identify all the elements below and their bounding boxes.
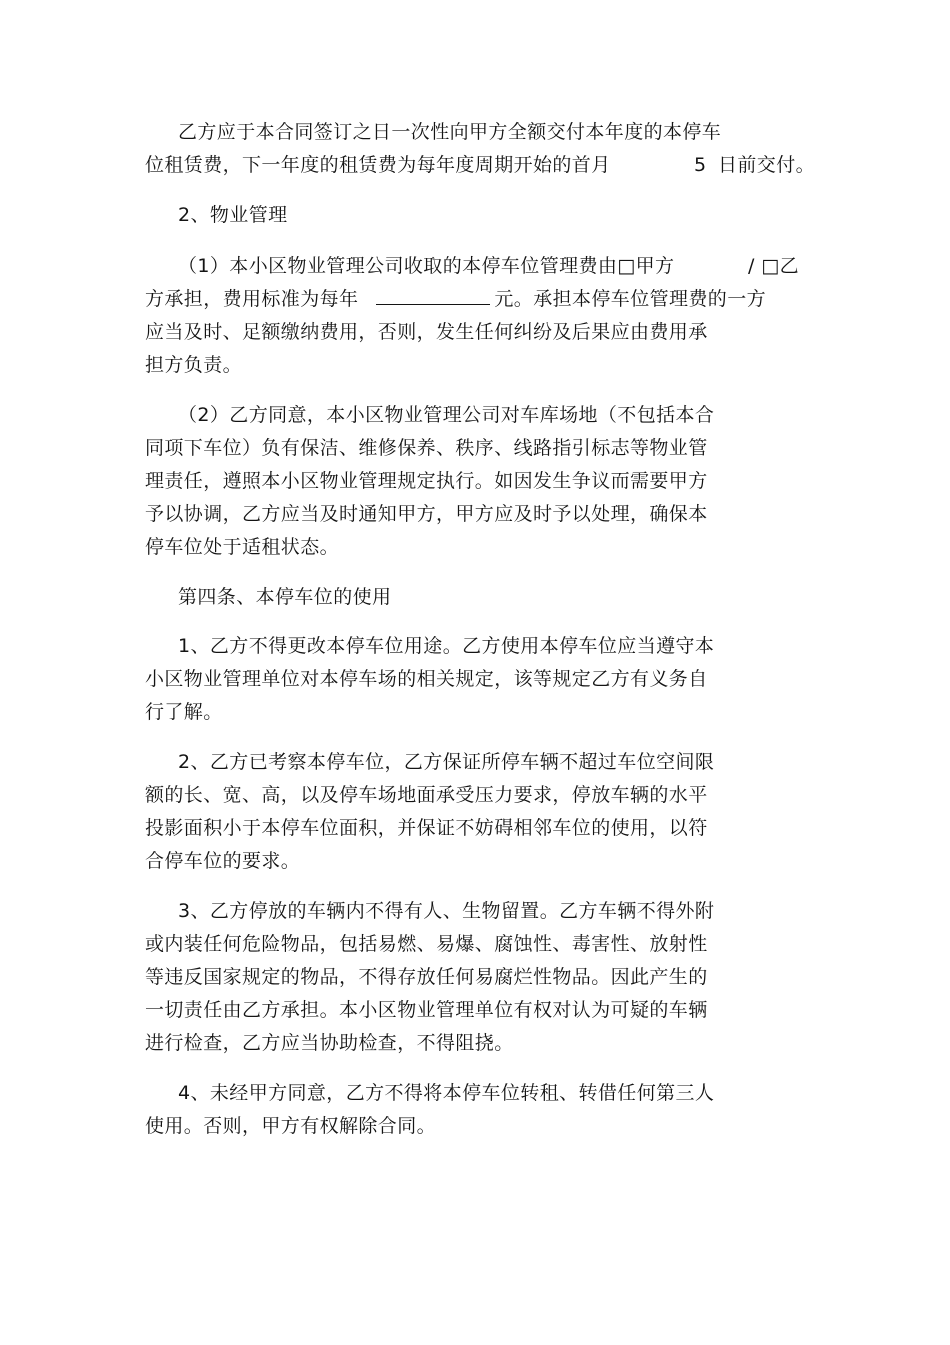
text-line: （1）本小区物业管理公司收取的本停车位管理费由□甲方 xyxy=(178,255,675,277)
text-line: 同项下车位）负有保洁、维修保养、秩序、线路指引标志等物业管 xyxy=(145,437,708,459)
text-line: 应当及时、足额缴纳费用，否则，发生任何纠纷及后果应由费用承 xyxy=(145,321,708,343)
fee-blank-field[interactable] xyxy=(376,288,490,305)
text-line: 合停车位的要求。 xyxy=(145,850,301,872)
text-line: 停车位处于适租状态。 xyxy=(145,536,340,558)
text-line: 额的长、宽、高，以及停车场地面承受压力要求，停放车辆的水平 xyxy=(145,784,708,806)
text-line: 等违反国家规定的物品，不得存放任何易腐烂性物品。因此产生的 xyxy=(145,966,708,988)
text-line: 3、乙方停放的车辆内不得有人、生物留置。乙方车辆不得外附 xyxy=(178,900,715,922)
text-line: 位租赁费，下一年度的租赁费为每年度周期开始的首月 xyxy=(145,154,611,176)
text-line: 予以协调，乙方应当及时通知甲方，甲方应及时予以处理，确保本 xyxy=(145,503,708,525)
text-line: 或内装任何危险物品，包括易燃、易爆、腐蚀性、毒害性、放射性 xyxy=(145,933,708,955)
text-line: 担方负责。 xyxy=(145,354,243,376)
text-line: 理责任，遵照本小区物业管理规定执行。如因发生争议而需要甲方 xyxy=(145,470,708,492)
text-line xyxy=(145,287,766,311)
text-line: 使用。否则，甲方有权解除合同。 xyxy=(145,1115,437,1137)
text-line: 5 xyxy=(694,154,707,176)
text-line: 小区物业管理单位对本停车场的相关规定，该等规定乙方有义务自 xyxy=(145,668,708,690)
text-line: 一切责任由乙方承担。本小区物业管理单位有权对认为可疑的车辆 xyxy=(145,999,708,1021)
section-heading: 2、物业管理 xyxy=(178,204,288,226)
text-line: 进行检查，乙方应当协助检查，不得阻挠。 xyxy=(145,1032,514,1054)
text-line: 2、乙方已考察本停车位，乙方保证所停车辆不超过车位空间限 xyxy=(178,751,715,773)
text-line: 投影面积小于本停车位面积，并保证不妨碍相邻车位的使用，以符 xyxy=(145,817,708,839)
text-fragment: 元。承担本停车位管理费的一方 xyxy=(494,288,767,310)
text-line: 乙方应于本合同签订之日一次性向甲方全额交付本年度的本停车 xyxy=(178,121,722,143)
text-line: 1、乙方不得更改本停车位用途。乙方使用本停车位应当遵守本 xyxy=(178,635,715,657)
text-line: 日前交付。 xyxy=(718,154,816,176)
text-line: 行了解。 xyxy=(145,701,223,723)
text-line: 4、未经甲方同意，乙方不得将本停车位转租、转借任何第三人 xyxy=(178,1082,715,1104)
section-heading: 第四条、本停车位的使用 xyxy=(178,586,392,608)
text-line: / □乙 xyxy=(748,255,799,277)
text-line: （2）乙方同意，本小区物业管理公司对车库场地（不包括本合 xyxy=(178,404,715,426)
text-fragment: 方承担，费用标准为每年 xyxy=(145,288,359,310)
